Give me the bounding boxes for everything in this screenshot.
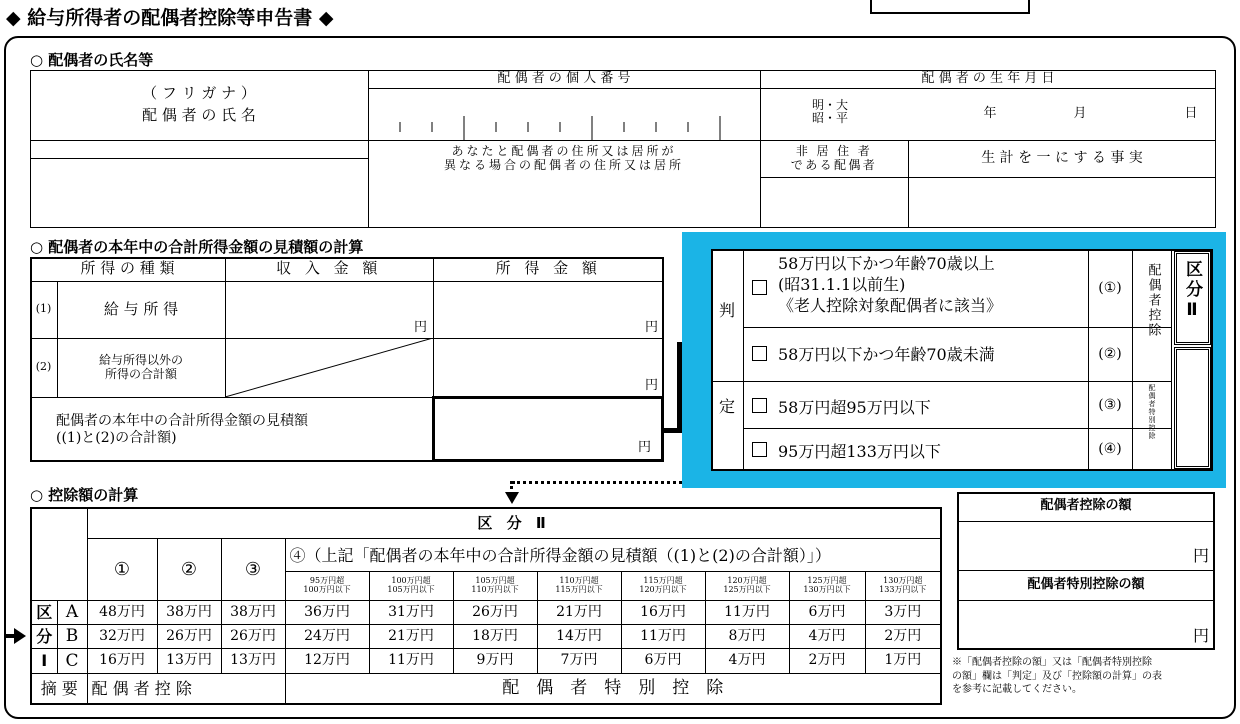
spouse-deduction-side: 配偶者控除 xyxy=(1145,263,1161,338)
opt4-checkbox[interactable] xyxy=(752,442,773,457)
deduction-value: 38万円 xyxy=(157,600,221,624)
opt2-number: (②) xyxy=(1098,345,1122,362)
other-income-label: 給与所得以外の 所得の合計額 xyxy=(98,352,183,381)
section1-heading: ○ 配偶者の氏名等 xyxy=(30,51,154,69)
corner-cell xyxy=(31,508,87,600)
special-deduction-label: 配 偶 者 特 別 控 除 xyxy=(285,673,941,704)
deduction-value: 32万円 xyxy=(87,625,157,649)
day-label: 日 xyxy=(1184,105,1198,121)
deduction-value: 3万円 xyxy=(865,600,941,624)
nonresident-label: 非 居 住 者 である配偶者 xyxy=(790,144,878,172)
deduction-value: 16万円 xyxy=(621,600,705,624)
row-key: B xyxy=(57,625,87,649)
opt4-label: 95万円超133万円以下 xyxy=(778,442,941,461)
deduction-value: 36万円 xyxy=(285,600,369,624)
deduction-value: 13万円 xyxy=(221,649,285,673)
col-c4-title: ④（上記「配偶者の本年中の合計所得金額の見積額（(1)と(2)の合計額）」） xyxy=(285,539,941,572)
kubun2-input[interactable] xyxy=(1174,347,1211,469)
row2-number: (2) xyxy=(35,360,52,374)
deduction-value: 2万円 xyxy=(865,625,941,649)
address-label: あなたと配偶者の住所又は居所が 異なる場合の配偶者の住所又は居所 xyxy=(443,144,684,172)
section3-heading: ○ 控除額の計算 xyxy=(30,486,139,504)
deduction-value: 6万円 xyxy=(621,649,705,673)
mynumber-input[interactable] xyxy=(368,88,760,140)
opt1-label: 58万円以下かつ年齢70歳以上 (昭31.1.1以前生) 《老人控除対象配偶者に該当》 xyxy=(778,254,1003,315)
kubun2-header: 区分Ⅱ xyxy=(1174,251,1211,345)
deduction-value: 14万円 xyxy=(537,625,621,649)
col-c3: ③ xyxy=(221,539,285,601)
year-label: 年 xyxy=(983,105,997,121)
yen-unit: 円 xyxy=(1192,625,1209,645)
deduction-value: 13万円 xyxy=(157,649,221,673)
deduction-value: 16万円 xyxy=(87,649,157,673)
top-stamp-box xyxy=(870,0,1030,14)
deduction-value: 9万円 xyxy=(453,649,537,673)
table-row xyxy=(31,625,941,649)
deduction-value: 26万円 xyxy=(453,600,537,624)
era-label: 明・大 昭・平 xyxy=(811,97,848,125)
deduction-value: 11万円 xyxy=(621,625,705,649)
deduction-value: 12万円 xyxy=(285,649,369,673)
deduction-value: 26万円 xyxy=(221,625,285,649)
deduction-value: 11万円 xyxy=(369,649,453,673)
row-key: A xyxy=(57,600,87,624)
opt4-number: (④) xyxy=(1098,440,1122,457)
kubun1-label: 区 xyxy=(31,600,57,624)
judge-label-1: 判 xyxy=(718,300,735,320)
yen-unit: 円 xyxy=(637,439,651,455)
col-income-type: 所 得 の 種 類 xyxy=(80,259,175,278)
special-deduction-heading: 配偶者特別控除の額 xyxy=(1027,577,1145,593)
range-header: 125万円超 130万円以下 xyxy=(789,572,865,601)
opt1-number: (①) xyxy=(1098,279,1122,296)
deduction-value: 26万円 xyxy=(157,625,221,649)
col-c2: ② xyxy=(157,539,221,601)
range-header: 115万円超 120万円以下 xyxy=(621,572,705,601)
table-row xyxy=(31,649,941,673)
col-c1: ① xyxy=(87,539,157,601)
kubun2-heading: 区 分 Ⅱ xyxy=(87,508,941,539)
kubun1-label: 分 xyxy=(31,625,57,649)
deduction-value: 4万円 xyxy=(705,649,789,673)
opt2-checkbox[interactable] xyxy=(752,346,773,361)
yen-unit: 円 xyxy=(644,319,658,335)
range-header: 130万円超 133万円以下 xyxy=(865,572,941,601)
opt3-number: (③) xyxy=(1098,396,1122,413)
deduction-value: 21万円 xyxy=(369,625,453,649)
range-header: 100万円超 105万円以下 xyxy=(369,572,453,601)
row1-number: (1) xyxy=(35,302,52,316)
deduction-value: 24万円 xyxy=(285,625,369,649)
furigana-label: （ フ リ ガ ナ ） xyxy=(142,84,256,103)
total-income-label: 配偶者の本年中の合計所得金額の見積額 ((1)と(2)の合計額) xyxy=(56,413,308,446)
row-key: C xyxy=(57,649,87,673)
deduction-value: 1万円 xyxy=(865,649,941,673)
range-header: 95万円超 100万円以下 xyxy=(285,572,369,601)
deduction-value: 7万円 xyxy=(537,649,621,673)
deduction-table xyxy=(30,507,942,705)
kubun1-label: Ⅰ xyxy=(31,649,57,673)
deduction-value: 2万円 xyxy=(789,649,865,673)
mynumber-label: 配 偶 者 の 個 人 番 号 xyxy=(497,70,631,86)
note-text: ※「配偶者控除の額」又は「配偶者特別控除 の額」欄は「判定」及び「控除額の計算」の表 を参考に記載してください。 xyxy=(952,657,1162,695)
deduction-value: 18万円 xyxy=(453,625,537,649)
livelihood-label: 生 計 を 一 に す る 事 実 xyxy=(981,149,1143,166)
birthdate-label: 配 偶 者 の 生 年 月 日 xyxy=(921,70,1055,86)
opt2-label: 58万円以下かつ年齢70歳未満 xyxy=(778,345,995,364)
range-header: 110万円超 115万円以下 xyxy=(537,572,621,601)
opt3-checkbox[interactable] xyxy=(752,398,773,413)
col-amount: 所 得 金 額 xyxy=(495,259,602,278)
range-header: 105万円超 110万円以下 xyxy=(453,572,537,601)
judge-label-2: 定 xyxy=(718,396,735,416)
other-income-input[interactable] xyxy=(434,339,662,375)
deduction-value: 4万円 xyxy=(789,625,865,649)
deduction-value: 6万円 xyxy=(789,600,865,624)
salary-income-input[interactable] xyxy=(434,282,662,318)
salary-income-label: 給 与 所 得 xyxy=(103,299,179,318)
table-row xyxy=(31,600,941,624)
col-income: 収 入 金 額 xyxy=(276,259,382,278)
page-title: ◆ 給与所得者の配偶者控除等申告書 ◆ xyxy=(6,7,334,29)
month-label: 月 xyxy=(1073,105,1087,121)
yen-unit: 円 xyxy=(413,319,427,335)
opt1-checkbox[interactable] xyxy=(752,280,773,295)
spouse-name-input[interactable] xyxy=(30,159,368,228)
deduction-value: 38万円 xyxy=(221,600,285,624)
special-deduction-side: 配偶者特別控除 xyxy=(1148,384,1157,440)
opt3-label: 58万円超95万円以下 xyxy=(778,398,931,417)
yen-unit: 円 xyxy=(1192,545,1209,565)
section2-heading: ○ 配偶者の本年中の合計所得金額の見積額の計算 xyxy=(30,238,364,256)
tekiyo-label: 摘 要 xyxy=(31,673,87,704)
range-header: 120万円超 125万円以下 xyxy=(705,572,789,601)
deduction-value: 48万円 xyxy=(87,600,157,624)
spouse-name-label: 配 偶 者 の 氏 名 xyxy=(142,106,256,125)
address-input[interactable] xyxy=(368,178,760,228)
yen-unit: 円 xyxy=(644,377,658,393)
deduction-value: 31万円 xyxy=(369,600,453,624)
salary-revenue-input[interactable] xyxy=(226,282,432,318)
deduction-value: 21万円 xyxy=(537,600,621,624)
spouse-deduction-label: 配 偶 者 控 除 xyxy=(87,673,221,704)
deduction-value: 11万円 xyxy=(705,600,789,624)
deduction-value: 8万円 xyxy=(705,625,789,649)
spouse-deduction-heading: 配偶者控除の額 xyxy=(1040,498,1132,514)
